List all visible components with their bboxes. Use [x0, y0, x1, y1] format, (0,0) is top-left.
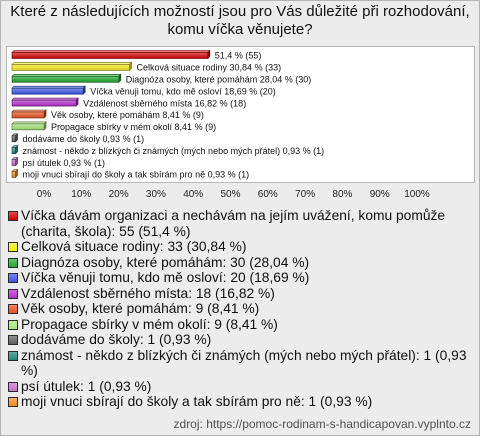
legend-label: známost - někdo z blízkých či známých (mých nebo mých přátel): 1 (0,93 %) [21, 347, 467, 378]
x-tick-label-8: 80% [332, 189, 353, 200]
legend-label: Víčka věnuji tomu, kdo mě osloví: 20 (18,69 %) [21, 270, 310, 285]
bar-top-face [12, 74, 121, 76]
bar-front-face [12, 76, 119, 82]
legend-item-10 [1, 379, 479, 395]
legend-item-8 [1, 332, 479, 348]
bar-front-face [12, 160, 16, 166]
bar-label-7: Propagace sbírky v mém okolí 8,41 % (9) [51, 122, 217, 133]
legend-item-2 [1, 239, 479, 255]
legend-swatch [8, 320, 18, 330]
bar-10 [12, 158, 18, 166]
legend-swatch [8, 242, 18, 252]
legend-swatch [8, 335, 18, 345]
bar-11 [12, 170, 18, 178]
legend-label: Diagnóza osoby, které pomáhám: 30 (28,04 %) [21, 254, 310, 270]
bar-9 [12, 146, 18, 154]
legend-label: Celková situace rodiny: 33 (30,84 %) [21, 239, 247, 254]
bar-label-8: dodáváme do školy 0,93 % (1) [22, 134, 145, 144]
bar-label-1: 51,4 % (55) [214, 50, 262, 61]
bar-5 [12, 98, 78, 106]
bar-4 [12, 86, 85, 94]
bar-1 [12, 51, 210, 59]
legend-label: Víčka dávám organizaci a nechávám na jejím uvážení, komu pomůže (charita, škola): 55 (51,4 %) [21, 208, 446, 239]
legend-item-1 [1, 208, 479, 239]
bar-6 [12, 110, 46, 118]
legend-item-5 [1, 286, 479, 302]
bar-top-face [12, 110, 46, 112]
bar-label-2: Celková situace rodiny 30,84 % (33) [136, 62, 282, 73]
x-tick-label-5: 50% [220, 189, 241, 200]
bar-front-face [12, 88, 83, 94]
bar-front-face [12, 64, 130, 70]
legend [1, 208, 479, 410]
bar-front-face [12, 53, 208, 59]
bar-8 [12, 134, 18, 142]
legend-item-4 [1, 270, 479, 286]
bar-top-face [12, 122, 46, 124]
bar-front-face [12, 100, 76, 106]
x-tick-label-1: 10% [71, 189, 92, 200]
legend-swatch [8, 351, 18, 361]
source-footer: zdroj: https://pomoc-rodinam-s-handicapovan.vyplnto.cz [173, 417, 471, 431]
bar-front-face [12, 172, 16, 178]
x-tick-label-10: 100% [404, 189, 430, 200]
legend-item-11 [1, 394, 479, 410]
legend-swatch [8, 273, 18, 283]
bar-label-10: psí útulek 0,93 % (1) [22, 157, 106, 168]
x-tick-label-2: 20% [108, 189, 129, 200]
legend-label: dodáváme do školy: 1 (0,93 %) [21, 332, 212, 347]
legend-item-7 [1, 317, 479, 333]
bar-label-9: známost - někdo z blízkých či známých (mých nebo mých přátel) 0,93 % (1) [22, 145, 325, 156]
x-tick-label-9: 90% [369, 189, 390, 200]
x-tick-label-0: 0% [36, 189, 52, 200]
legend-swatch [8, 382, 18, 392]
bar-top-face [12, 62, 132, 64]
legend-item-9 [1, 348, 479, 379]
legend-swatch [8, 397, 18, 407]
bar-label-5: Vzdálenost sběrného místa 16,82 % (18) [83, 98, 247, 109]
legend-label: moji vnuci sbírají do školy a tak sbírám pro ně: 1 (0,93 %) [21, 394, 373, 409]
bar-top-face [12, 98, 78, 100]
bar-front-face [12, 124, 44, 130]
legend-label: Věk osoby, které pomáhám: 9 (8,41 %) [21, 301, 260, 316]
legend-swatch [8, 258, 18, 268]
bar-front-face [12, 112, 44, 118]
legend-item-3 [1, 255, 479, 271]
legend-label: Vzdálenost sběrného místa: 18 (16,82 %) [21, 285, 275, 301]
bar-3 [12, 74, 121, 82]
chart-title: Které z následujících možností jsou pro Vás důležité při rozhodování, komu víčka věnujete? [10, 3, 470, 38]
legend-swatch [8, 211, 18, 221]
legend-item-6 [1, 301, 479, 317]
x-tick-label-7: 70% [295, 189, 316, 200]
x-tick-label-6: 60% [257, 189, 278, 200]
bar-label-3: Diagnóza osoby, které pomáhám 28,04 % (30) [125, 74, 312, 85]
bar-chart [1, 1, 479, 206]
x-tick-label-3: 30% [145, 189, 166, 200]
bar-label-11: moji vnuci sbírají do školy a tak sbírám pro ně 0,93 % (1) [22, 169, 250, 180]
bar-top-face [12, 86, 85, 88]
bar-label-6: Věk osoby, které pomáhám 8,41 % (9) [51, 110, 204, 121]
bar-front-face [12, 136, 16, 142]
bar-front-face [12, 148, 16, 154]
x-tick-label-4: 40% [183, 189, 204, 200]
bar-7 [12, 122, 46, 130]
legend-swatch [8, 289, 18, 299]
legend-label: psí útulek: 1 (0,93 %) [21, 378, 152, 394]
bar-2 [12, 62, 132, 70]
legend-swatch [8, 304, 18, 314]
bar-label-4: Víčka věnuji tomu, kdo mě osloví 18,69 % (20) [90, 86, 276, 97]
legend-label: Propagace sbírky v mém okolí: 9 (8,41 %) [21, 316, 278, 332]
